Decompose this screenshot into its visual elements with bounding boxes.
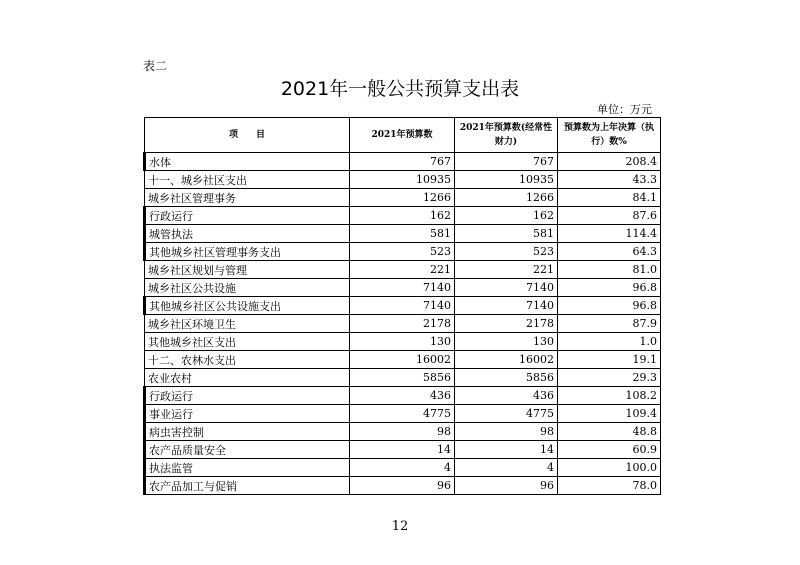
row-budget-2021-recurrent: 221: [455, 261, 558, 279]
header-budget-2021: 2021年预算数: [350, 118, 455, 153]
row-budget-2021-recurrent: 4775: [455, 405, 558, 423]
table-row: [145, 243, 661, 261]
table-row: [145, 441, 661, 459]
table-row: [145, 423, 661, 441]
row-budget-2021: 436: [350, 387, 455, 405]
row-ratio: 43.3: [558, 171, 661, 189]
row-ratio: 114.4: [558, 225, 661, 243]
row-item-name: 十二、农林水支出: [145, 351, 350, 369]
row-ratio: 208.4: [558, 153, 661, 171]
row-item-name: 行政运行: [145, 387, 350, 405]
row-budget-2021: 767: [350, 153, 455, 171]
budget-table: [143, 117, 661, 495]
header-budget-2021-recurrent: 2021年预算数(经常性财力): [455, 118, 558, 153]
row-ratio: 84.1: [558, 189, 661, 207]
row-ratio: 60.9: [558, 441, 661, 459]
row-budget-2021: 162: [350, 207, 455, 225]
row-item-name: 执法监管: [145, 459, 350, 477]
table-row: [145, 351, 661, 369]
table-label: 表二: [143, 59, 168, 73]
row-ratio: 87.6: [558, 207, 661, 225]
row-ratio: 81.0: [558, 261, 661, 279]
row-item-name: 病虫害控制: [145, 423, 350, 441]
row-ratio: 87.9: [558, 315, 661, 333]
row-ratio: 48.8: [558, 423, 661, 441]
header-ratio: 预算数为上年决算（执行）数%: [558, 118, 661, 153]
row-budget-2021: 221: [350, 261, 455, 279]
row-item-name: 城乡社区环境卫生: [145, 315, 350, 333]
row-budget-2021-recurrent: 16002: [455, 351, 558, 369]
row-budget-2021-recurrent: 767: [455, 153, 558, 171]
row-budget-2021: 7140: [350, 297, 455, 315]
row-budget-2021-recurrent: 581: [455, 225, 558, 243]
table-row: [145, 315, 661, 333]
row-item-name: 水体: [145, 153, 350, 171]
row-item-name: 其他城乡社区公共设施支出: [145, 297, 350, 315]
table-row: [145, 171, 661, 189]
row-budget-2021: 96: [350, 477, 455, 495]
row-budget-2021-recurrent: 436: [455, 387, 558, 405]
row-item-name: 城乡社区规划与管理: [145, 261, 350, 279]
row-item-name: 事业运行: [145, 405, 350, 423]
row-budget-2021: 581: [350, 225, 455, 243]
row-budget-2021: 14: [350, 441, 455, 459]
row-budget-2021: 98: [350, 423, 455, 441]
table-row: [145, 459, 661, 477]
row-budget-2021: 7140: [350, 279, 455, 297]
row-budget-2021-recurrent: 2178: [455, 315, 558, 333]
row-budget-2021-recurrent: 162: [455, 207, 558, 225]
row-ratio: 64.3: [558, 243, 661, 261]
row-item-name: 农产品质量安全: [145, 441, 350, 459]
table-row: [145, 369, 661, 387]
row-ratio: 109.4: [558, 405, 661, 423]
table-row: [145, 405, 661, 423]
row-budget-2021-recurrent: 130: [455, 333, 558, 351]
row-ratio: 1.0: [558, 333, 661, 351]
row-budget-2021: 4: [350, 459, 455, 477]
row-item-name: 城乡社区公共设施: [145, 279, 350, 297]
table-row: [145, 189, 661, 207]
row-budget-2021: 4775: [350, 405, 455, 423]
table-row: [145, 333, 661, 351]
row-item-name: 行政运行: [145, 207, 350, 225]
row-ratio: 96.8: [558, 297, 661, 315]
row-item-name: 农产品加工与促销: [145, 477, 350, 495]
table-row: [145, 261, 661, 279]
row-budget-2021-recurrent: 523: [455, 243, 558, 261]
row-budget-2021-recurrent: 96: [455, 477, 558, 495]
row-budget-2021-recurrent: 10935: [455, 171, 558, 189]
page-number: 12: [391, 519, 409, 534]
table-row: [145, 225, 661, 243]
row-item-name: 十一、城乡社区支出: [145, 171, 350, 189]
row-budget-2021: 1266: [350, 189, 455, 207]
header-item: 项 目: [145, 118, 350, 153]
row-budget-2021-recurrent: 7140: [455, 297, 558, 315]
table-row: [145, 207, 661, 225]
row-budget-2021-recurrent: 7140: [455, 279, 558, 297]
row-budget-2021-recurrent: 14: [455, 441, 558, 459]
table-row: [145, 153, 661, 171]
row-item-name: 其他城乡社区支出: [145, 333, 350, 351]
row-ratio: 96.8: [558, 279, 661, 297]
table-row: [145, 387, 661, 405]
row-ratio: 19.1: [558, 351, 661, 369]
table-row: [145, 477, 661, 495]
row-ratio: 78.0: [558, 477, 661, 495]
row-item-name: 城乡社区管理事务: [145, 189, 350, 207]
page-title: 2021年一般公共预算支出表: [280, 78, 520, 100]
row-budget-2021: 523: [350, 243, 455, 261]
row-item-name: 农业农村: [145, 369, 350, 387]
row-item-name: 城管执法: [145, 225, 350, 243]
unit-label: 单位：万元: [597, 103, 652, 116]
row-ratio: 29.3: [558, 369, 661, 387]
row-budget-2021: 5856: [350, 369, 455, 387]
row-item-name: 其他城乡社区管理事务支出: [145, 243, 350, 261]
row-budget-2021: 130: [350, 333, 455, 351]
row-budget-2021-recurrent: 1266: [455, 189, 558, 207]
table-row: [145, 279, 661, 297]
row-budget-2021: 16002: [350, 351, 455, 369]
row-ratio: 100.0: [558, 459, 661, 477]
row-budget-2021-recurrent: 5856: [455, 369, 558, 387]
table-row: [145, 297, 661, 315]
row-ratio: 108.2: [558, 387, 661, 405]
table-header-row: [145, 118, 661, 153]
row-budget-2021-recurrent: 4: [455, 459, 558, 477]
row-budget-2021: 2178: [350, 315, 455, 333]
row-budget-2021: 10935: [350, 171, 455, 189]
row-budget-2021-recurrent: 98: [455, 423, 558, 441]
